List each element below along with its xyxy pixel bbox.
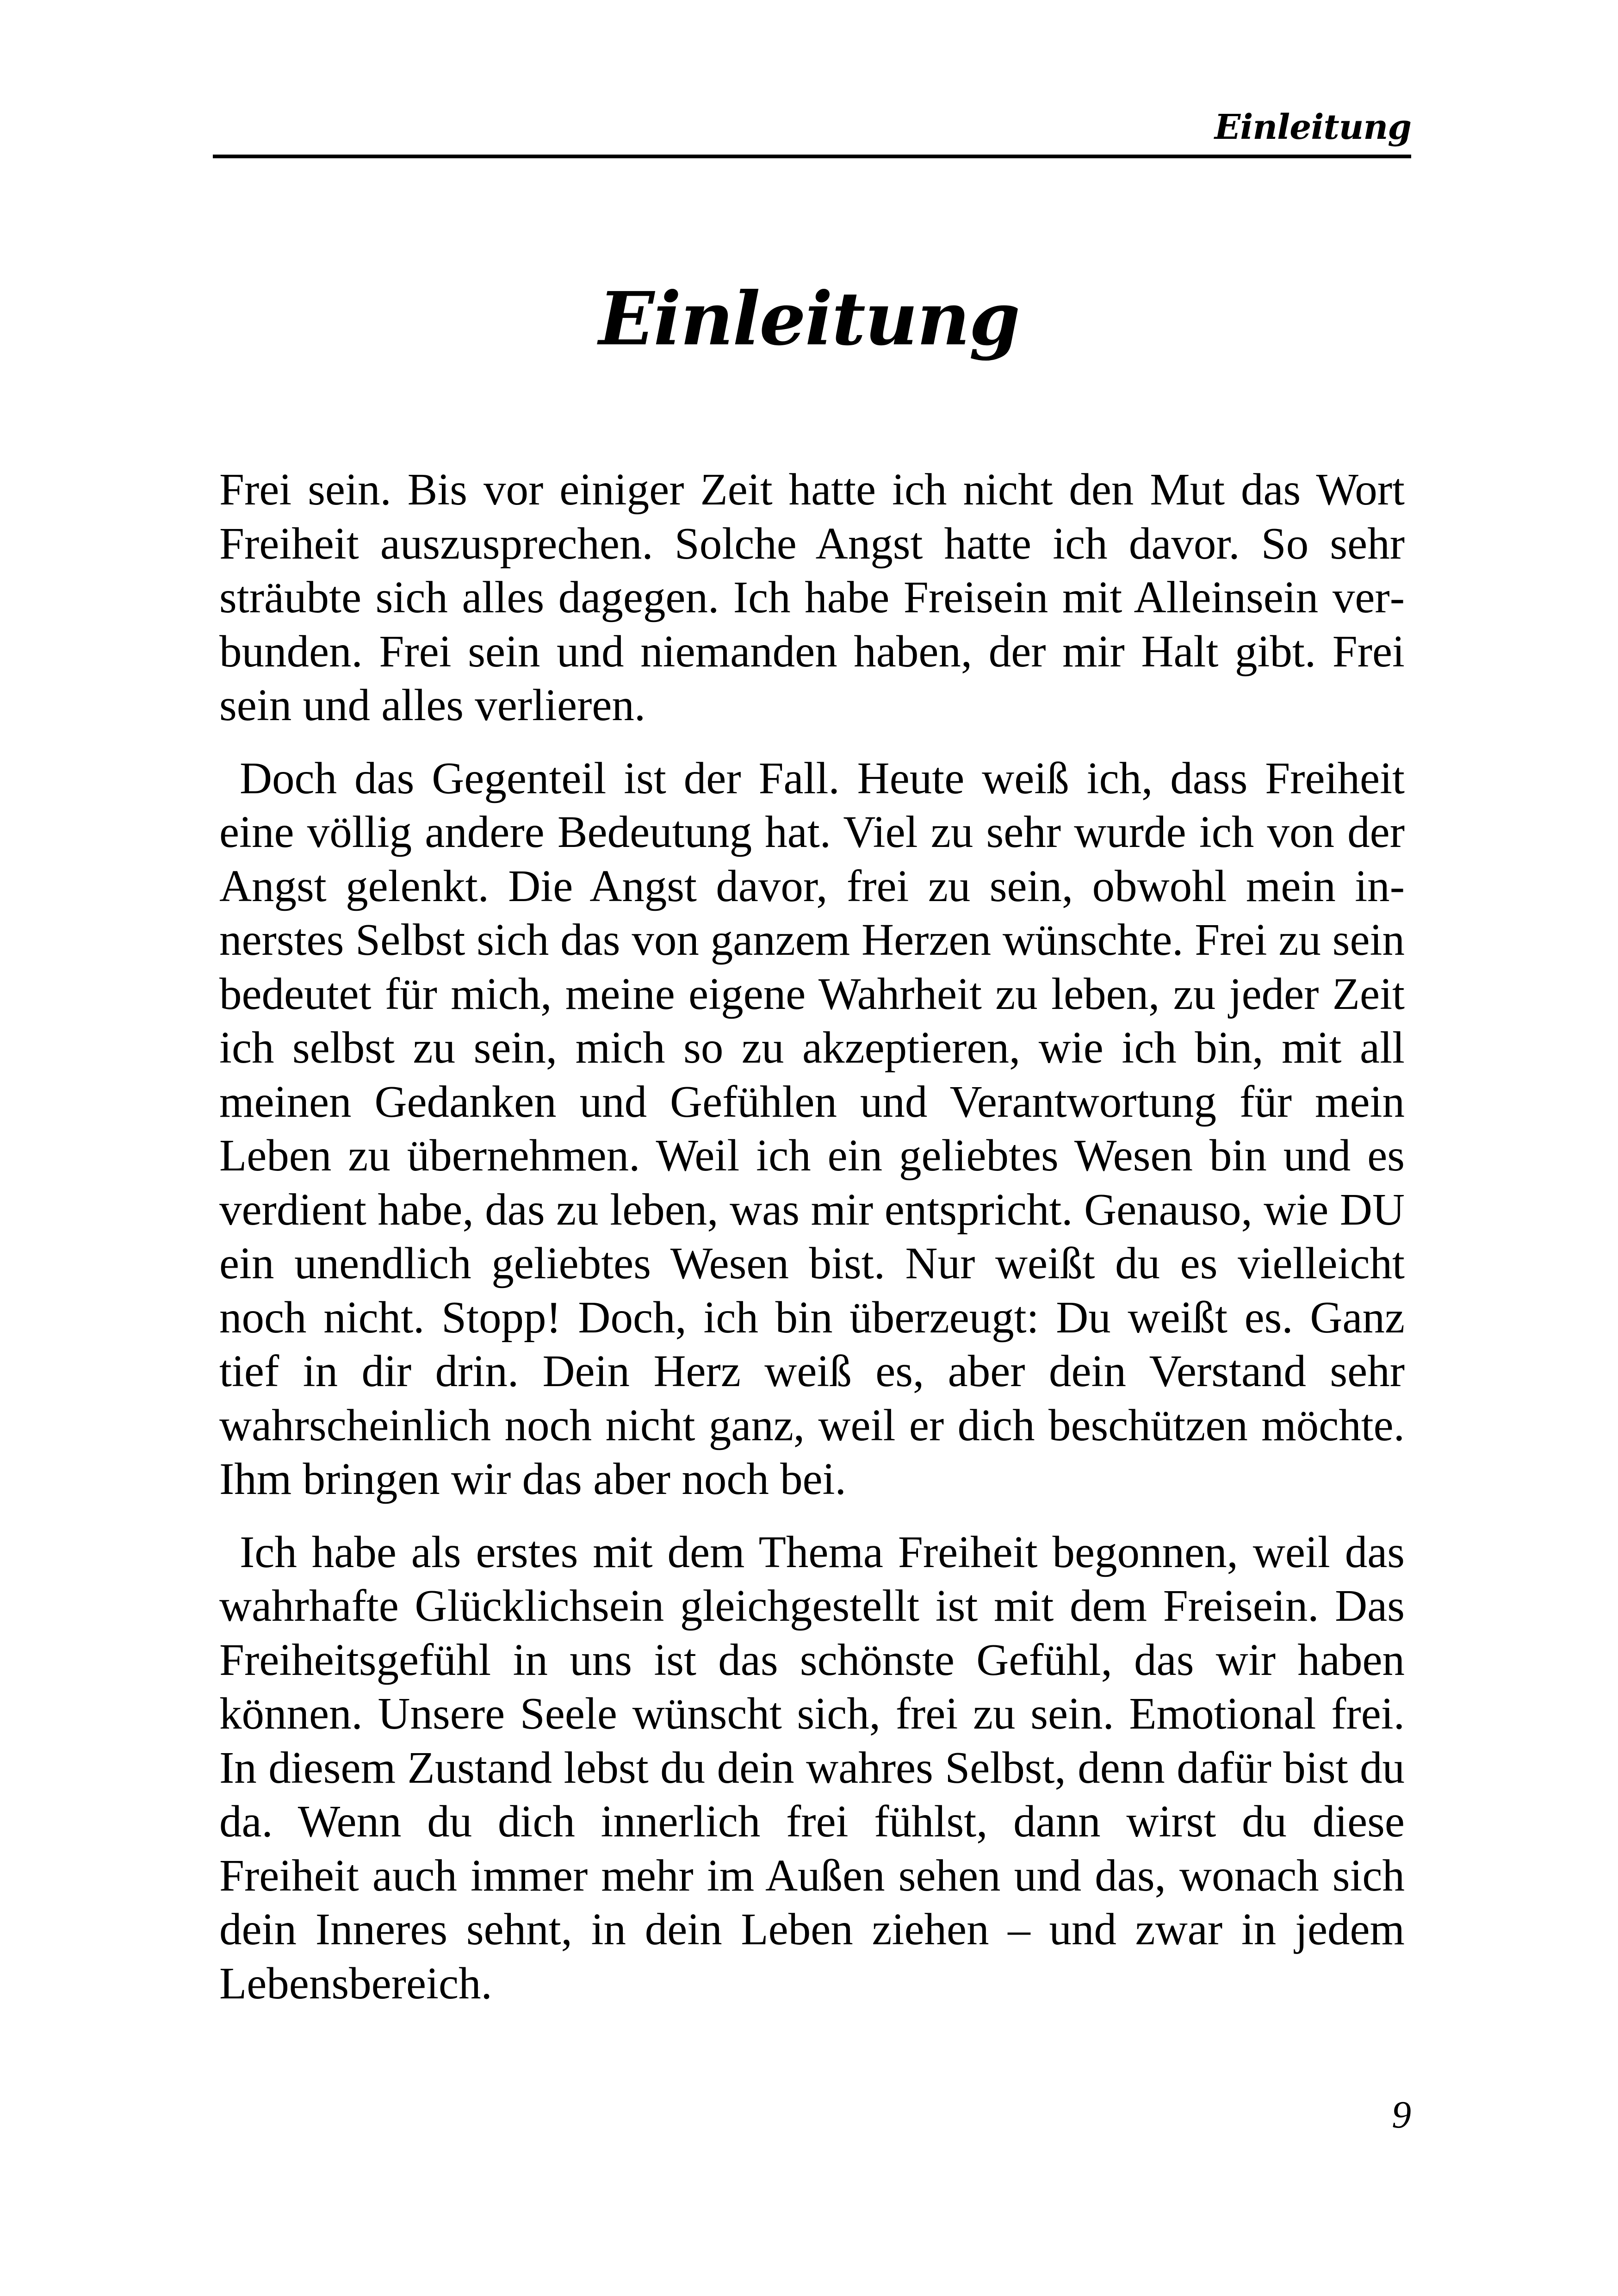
running-header-title: Einleitung xyxy=(1214,107,1411,147)
page-number: 9 xyxy=(1392,2093,1411,2136)
running-header xyxy=(213,106,1411,158)
paragraph-1: Frei sein. Bis vor einiger Zeit hatte ich nicht den Mut das Wort Freiheit auszusprechen. Solche Angst hatte ich davor. So sehr sträubte sich alles dagegen. Ich habe Freisein mit Alleinsein verbunden. Frei sein und niemanden haben, der mir Halt gibt. Frei sein und alles verlieren. xyxy=(219,465,1405,730)
chapter-title: Einleitung xyxy=(598,276,1020,362)
paragraph-2: Doch das Gegenteil ist der Fall. Heute weiß ich, dass Freiheit eine völlig andere Bedeutung hat. Viel zu sehr wurde ich von der Angst gelenkt. Die Angst davor, frei zu sein, obwohl mein innerstes Selbst sich das von ganzem Herzen wünschte. Frei zu sein bedeutet für mich, meine eigene Wahrheit zu leben, zu jeder Zeit ich selbst zu sein, mich so zu akzeptieren, wie ich bin, mit all meinen Gedanken und Gefühlen und Verantwortung für mein Leben zu übernehmen. Weil ich ein geliebtes Wesen bin und es verdient habe, das zu leben, was mir entspricht. Genauso, wie DU ein unendlich geliebtes Wesen bist. Nur weißt du es vielleicht noch nicht. Stopp! Doch, ich bin überzeugt: Du weißt es. Ganz tief in dir drin. Dein Herz weiß es, aber dein Verstand sehr wahrscheinlich noch nicht ganz, weil er dich beschützen möchte. Ihm bringen wir das aber noch bei. xyxy=(219,753,1405,1504)
body-text xyxy=(219,463,1405,2029)
paragraph-3: Ich habe als erstes mit dem Thema Freiheit begonnen, weil das wahrhafte Glücklichsein gleichgestellt ist mit dem Freisein. Das Freiheitsgefühl in uns ist das schönste Gefühl, das wir haben können. Unsere Seele wünscht sich, frei zu sein. Emotional frei. In diesem Zustand lebst du dein wahres Selbst, denn dafür bist du da. Wenn du dich innerlich frei fühlst, dann wirst du diese Freiheit auch immer mehr im Außen sehen und das, wonach sich dein Inneres sehnt, in dein Leben ziehen – und zwar in jedem Lebensbereich. xyxy=(219,1527,1405,2008)
